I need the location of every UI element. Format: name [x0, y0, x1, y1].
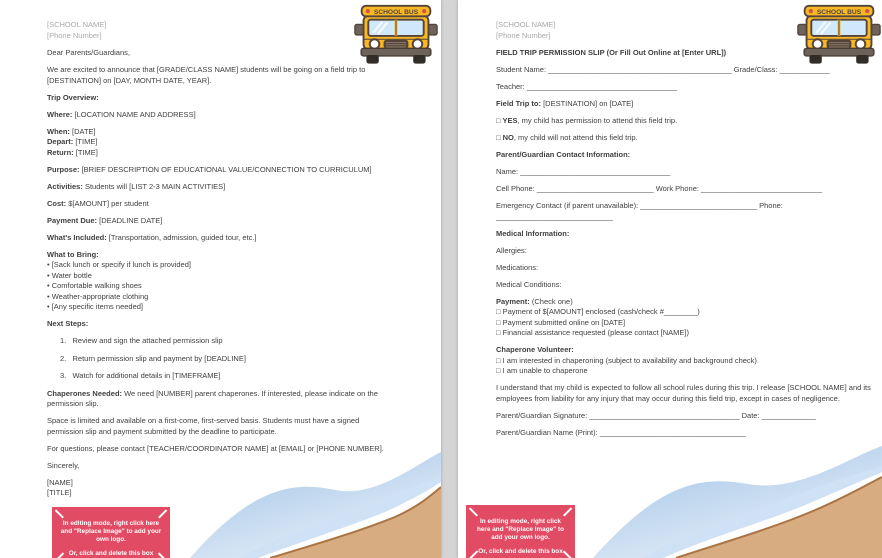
- paragraph: I understand that my child is expected to follow all school rules during this trip. I release [SCHOOL NAME] and its employees from liability for any injury that may occur during this field trip, except in cases of negligence.: [496, 383, 871, 403]
- paragraph: What to Bring: • [Sack lunch or specify if lunch is provided] • Water bottle • Comfortable walking shoes • Weather-appropriate clothing • [Any specific items needed]: [47, 249, 191, 311]
- logo-box-delete-hint: Or, click and delete this box: [68, 550, 154, 557]
- paragraph: For questions, please contact [TEACHER/COORDINATOR NAME] at [EMAIL] or [PHONE NUMBER].: [47, 443, 384, 453]
- paragraph: Purpose: [BRIEF DESCRIPTION OF EDUCATIONAL VALUE/CONNECTION TO CURRICULUM]: [47, 164, 372, 174]
- paragraph: Parent/Guardian Contact Information:: [496, 150, 631, 159]
- paragraph: 1. Review and sign the attached permission slip: [60, 336, 223, 345]
- logo-placeholder-box[interactable]: [466, 505, 575, 558]
- paragraph: □ YES, my child has permission to attend this field trip.: [496, 116, 678, 125]
- logo-box-instruction: In editing mode, right click here and "Replace Image" to add your own logo.: [476, 518, 565, 541]
- paragraph: Name: ____________________________________: [496, 167, 671, 176]
- corner-mark-icon: [563, 507, 572, 516]
- paragraph: Sincerely,: [47, 460, 80, 470]
- logo-box-delete-hint: Or, click and delete this box: [478, 548, 563, 555]
- paragraph: Trip Overview:: [47, 92, 99, 102]
- bus-sign-text: SCHOOL BUS: [816, 8, 862, 16]
- paragraph: Student Name: ____________________________________________ Grade/Class: ____________: [496, 65, 830, 74]
- corner-mark-icon: [55, 509, 64, 518]
- paragraph: Payment Due: [DEADLINE DATE]: [47, 215, 163, 225]
- logo-placeholder-box[interactable]: [52, 507, 170, 558]
- paragraph: Chaperone Volunteer: □ I am interested in chaperoning (subject to availability and background check) □ I am unable to chaperone: [496, 345, 757, 375]
- paragraph: When: [DATE] Depart: [TIME] Return: [TIME]: [47, 126, 98, 157]
- page-gutter: [441, 0, 458, 558]
- paragraph: □ NO, my child will not attend this field trip.: [496, 133, 638, 142]
- paragraph: Cost: $[AMOUNT] per student: [47, 198, 149, 208]
- paragraph: Space is limited and available on a first-come, first-served basis. Students must have a signed permission slip and payment submitted by the deadline to participate.: [47, 416, 360, 436]
- page-content: [0, 0, 441, 499]
- paragraph: Emergency Contact (if parent unavailable): ____________________________ Phone: ____________________________: [496, 201, 783, 221]
- paragraph: Medications:: [496, 262, 539, 272]
- paragraph: Allergies:: [496, 245, 527, 255]
- paragraph: Dear Parents/Guardians,: [47, 48, 130, 57]
- paragraph: Cell Phone: ____________________________ Work Phone: _____________________________: [496, 184, 822, 193]
- paragraph: Next Steps:: [47, 319, 89, 328]
- paragraph: What's Included: [Transportation, admission, guided tour, etc.]: [47, 232, 257, 242]
- page-content: [458, 0, 882, 438]
- paragraph: 3. Watch for additional details in [TIMEFRAME]: [60, 371, 221, 380]
- page-permission-slip: [458, 0, 882, 558]
- logo-box-instruction: In editing mode, right click here and "Replace Image" to add your own logo.: [60, 520, 162, 543]
- corner-mark-icon: [158, 509, 167, 518]
- paragraph: [SCHOOL NAME] [Phone Number]: [47, 20, 107, 40]
- paragraph: FIELD TRIP PERMISSION SLIP (Or Fill Out Online at [Enter URL]): [496, 48, 727, 57]
- paragraph: Chaperones Needed: We need [NUMBER] parent chaperones. If interested, please indicate on the permission slip.: [47, 388, 378, 408]
- corner-mark-icon: [469, 507, 478, 516]
- paragraph: Where: [LOCATION NAME AND ADDRESS]: [47, 109, 196, 119]
- paragraph: Payment: (Check one) □ Payment of $[AMOUNT] enclosed (cash/check #________) □ Payment submitted online on [DATE] □ Financial assistance requested (please contact [NAME]): [496, 296, 700, 337]
- paragraph: [NAME] [TITLE]: [47, 477, 73, 497]
- paragraph: 2. Return permission slip and payment by [DEADLINE]: [60, 353, 246, 363]
- paragraph: Activities: Students will [LIST 2-3 MAIN ACTIVITIES]: [47, 181, 226, 191]
- paragraph: Teacher: ____________________________________: [496, 82, 678, 91]
- paragraph: [SCHOOL NAME] [Phone Number]: [496, 20, 556, 40]
- paragraph: Parent/Guardian Name (Print): ___________________________________: [496, 427, 746, 437]
- bus-sign-text: SCHOOL BUS: [373, 8, 419, 16]
- paragraph: Parent/Guardian Signature: ____________________________________ Date: _____________: [496, 410, 816, 420]
- paragraph: Field Trip to: [DESTINATION] on [DATE]: [496, 99, 634, 108]
- paragraph: We are excited to announce that [GRADE/CLASS NAME] students will be going on a field trip to [DESTINATION] on [DAY, MONTH DATE, YEAR].: [47, 65, 366, 85]
- paragraph: Medical Conditions:: [496, 279, 562, 289]
- paragraph: Medical Information:: [496, 228, 570, 238]
